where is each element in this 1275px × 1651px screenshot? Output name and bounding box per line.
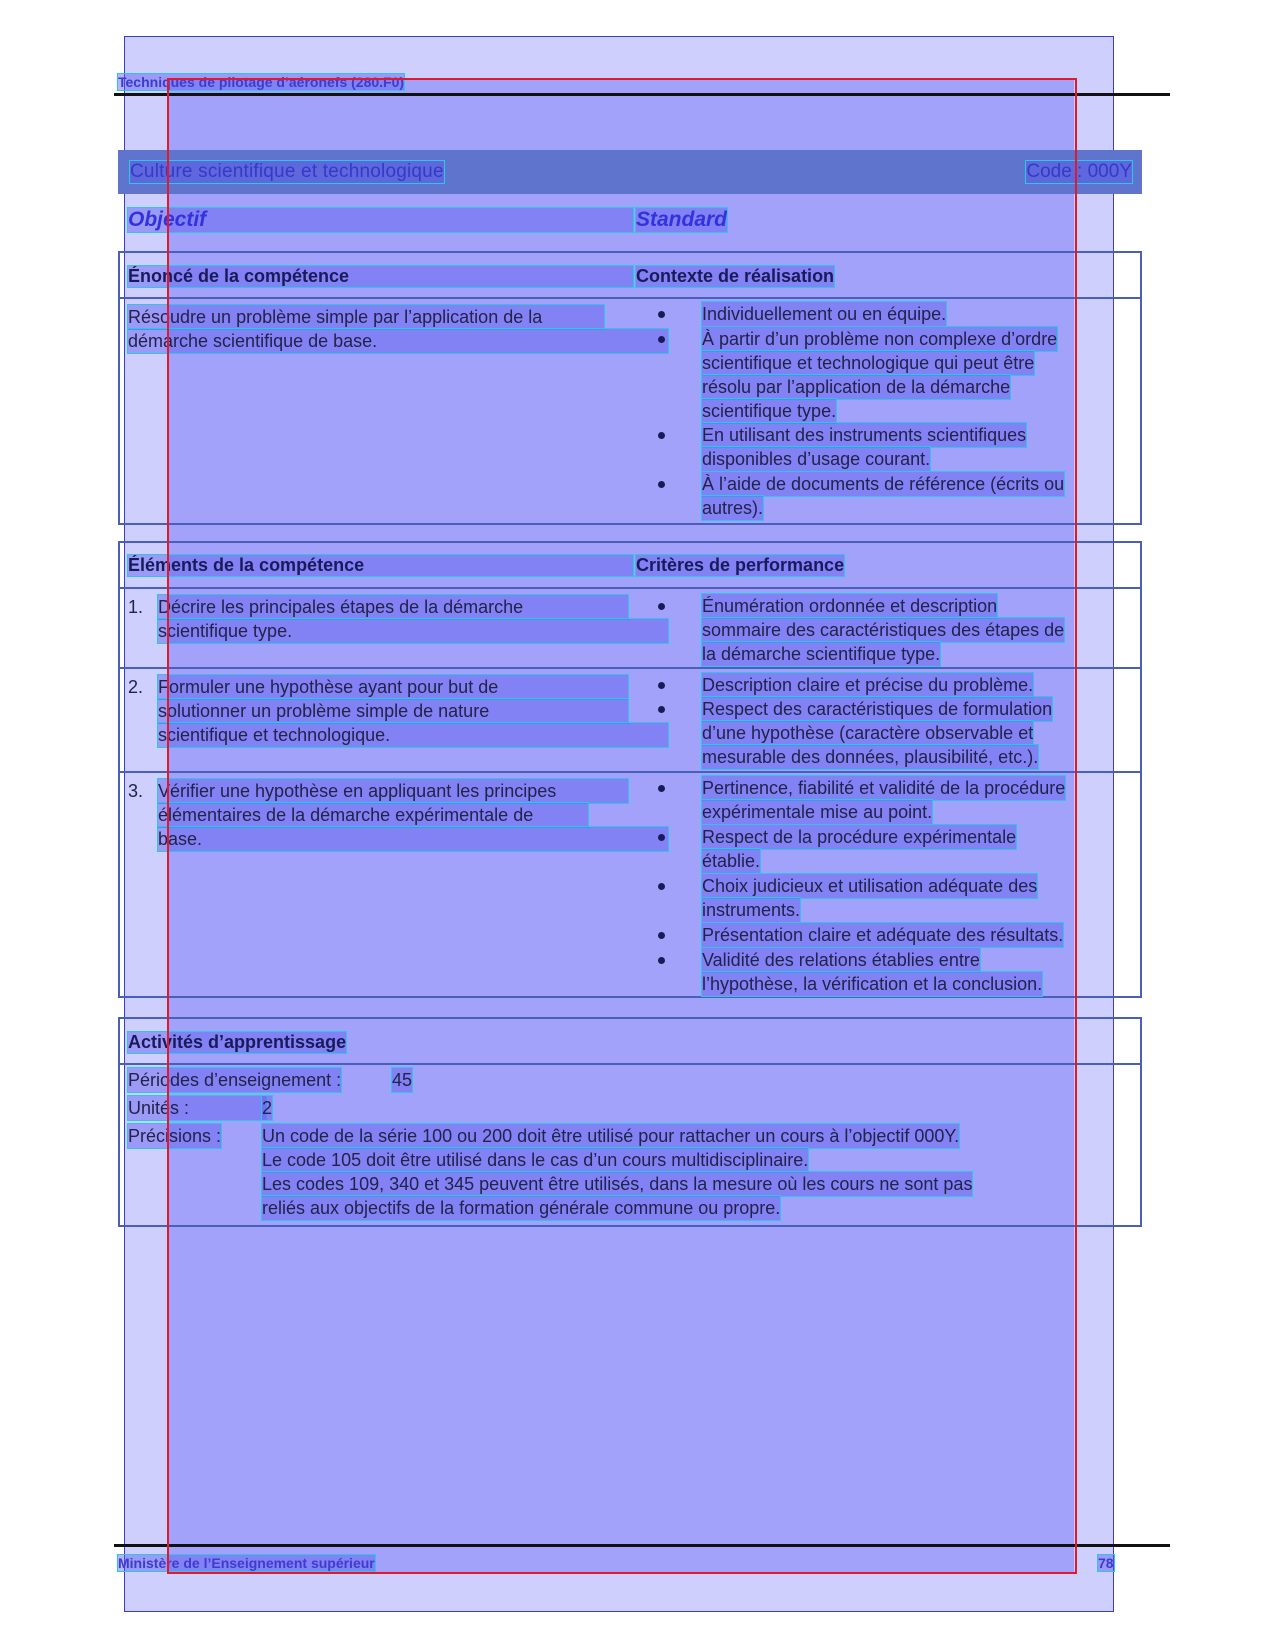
criteria-line: Description claire et précise du problème. — [702, 675, 1034, 695]
criteria-line: mesurable des données, plausibilité, etc.). — [702, 747, 1039, 767]
banner-code: Code : 000Y — [1026, 161, 1132, 182]
footer-ministry: Ministère de l’Enseignement supérieur — [118, 1555, 375, 1571]
contexte-line: En utilisant des instruments scientifiques — [702, 425, 1027, 445]
precisions-line: Le code 105 doit être utilisé dans le cas d’un cours multidisciplinaire. — [262, 1150, 809, 1170]
enonce-line: Résoudre un problème simple par l’application de la — [128, 305, 604, 329]
elements-header: Éléments de la compétence — [128, 555, 633, 576]
criteria-line: instruments. — [702, 900, 801, 920]
periodes-label: Périodes d’enseignement : — [128, 1070, 342, 1090]
activites-header: Activités d’apprentissage — [128, 1032, 347, 1052]
selection-frame — [167, 78, 1077, 1574]
criteria-line: d’une hypothèse (caractère observable et — [702, 723, 1034, 743]
element-line: Décrire les principales étapes de la démarche — [158, 595, 628, 619]
contexte-line: À l’aide de documents de référence (écrits ou — [702, 474, 1065, 494]
enonce-header: Énoncé de la compétence — [128, 266, 633, 287]
periodes-value: 45 — [392, 1070, 413, 1090]
criteres-header: Critères de performance — [636, 555, 845, 575]
program-header: Techniques de pilotage d’aéronefs (280.F0) — [118, 74, 405, 90]
precisions-line: reliés aux objectifs de la formation générale commune ou propre. — [262, 1198, 781, 1218]
precisions-line: Les codes 109, 340 et 345 peuvent être utilisés, dans la mesure où les cours ne sont pas — [262, 1174, 973, 1194]
element-line: scientifique type. — [158, 619, 668, 643]
contexte-line: À partir d’un problème non complexe d’ordre — [702, 329, 1058, 349]
criteria-line: Choix judicieux et utilisation adéquate des — [702, 876, 1038, 896]
contexte-line: disponibles d’usage courant. — [702, 449, 931, 469]
contexte-line: Individuellement ou en équipe. — [702, 304, 947, 324]
element-line: scientifique et technologique. — [158, 723, 668, 747]
enonce-line: démarche scientifique de base. — [128, 329, 668, 353]
criteria-line: la démarche scientifique type. — [702, 644, 941, 664]
banner-title: Culture scientifique et technologique — [130, 161, 444, 182]
element-line: Vérifier une hypothèse en appliquant les principes — [158, 779, 628, 803]
element-line: solutionner un problème simple de nature — [158, 699, 628, 723]
criteria-line: Respect de la procédure expérimentale — [702, 827, 1017, 847]
page-number: 78 — [1098, 1555, 1114, 1571]
contexte-line: scientifique type. — [702, 401, 837, 421]
contexte-line: scientifique et technologique qui peut être — [702, 353, 1035, 373]
precisions-line: Un code de la série 100 ou 200 doit être utilisé pour rattacher un cours à l’objectif 000Y. — [262, 1126, 960, 1146]
contexte-line: résolu par l’application de la démarche — [702, 377, 1011, 397]
unites-value: 2 — [262, 1098, 273, 1118]
criteria-line: l’hypothèse, la vérification et la conclusion. — [702, 974, 1043, 994]
criteria-line: Validité des relations établies entre — [702, 950, 980, 970]
criteria-line: Énumération ordonnée et description — [702, 596, 998, 616]
unites-label: Unités : — [128, 1096, 266, 1120]
contexte-line: autres). — [702, 498, 764, 518]
standard-label: Standard — [636, 208, 728, 231]
objectif-label: Objectif — [128, 208, 633, 232]
criteria-line: Pertinence, fiabilité et validité de la procédure — [702, 778, 1066, 798]
element-number: 1. — [128, 597, 144, 617]
element-line: Formuler une hypothèse ayant pour but de — [158, 675, 628, 699]
element-line: élémentaires de la démarche expérimentale de — [158, 803, 588, 827]
precisions-label: Précisions : — [128, 1126, 222, 1146]
element-line: base. — [158, 827, 668, 851]
criteria-line: sommaire des caractéristiques des étapes de — [702, 620, 1065, 640]
element-number: 2. — [128, 677, 144, 697]
contexte-header: Contexte de réalisation — [636, 266, 835, 286]
criteria-line: expérimentale mise au point. — [702, 802, 933, 822]
criteria-line: Respect des caractéristiques de formulation — [702, 699, 1053, 719]
criteria-line: Présentation claire et adéquate des résultats. — [702, 925, 1064, 945]
criteria-line: établie. — [702, 851, 761, 871]
element-number: 3. — [128, 781, 144, 801]
